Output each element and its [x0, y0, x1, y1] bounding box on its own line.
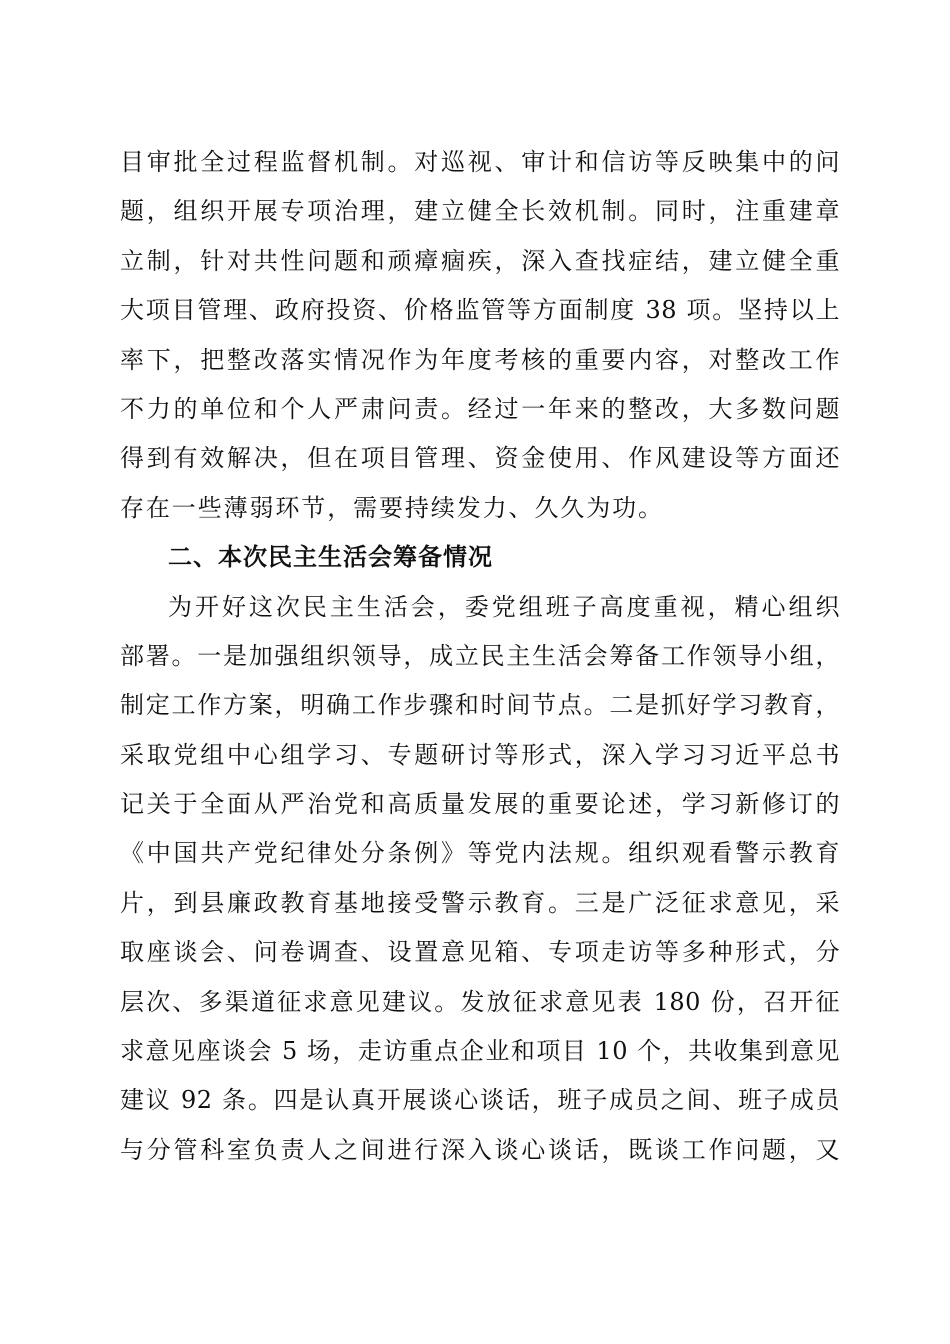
paragraph-line: 大项目管理、政府投资、价格监管等方面制度 38 项。坚持以上 — [120, 296, 840, 325]
paragraph-line: 题，组织开展专项治理，建立健全长效机制。同时，注重建章 — [120, 197, 840, 226]
paragraph-line: 目审批全过程监督机制。对巡视、审计和信访等反映集中的问 — [120, 148, 840, 176]
paragraph-line: 立制，针对共性问题和顽瘴痼疾，深入查找症结，建立健全重 — [120, 246, 840, 275]
paragraph-line: 存在一些薄弱环节，需要持续发力、久久为功。 — [120, 493, 664, 522]
paragraph-line: 建议 92 条。四是认真开展谈心谈话，班子成员之间、班子成员 — [120, 1086, 840, 1115]
paragraph-line: 制定工作方案，明确工作步骤和时间节点。二是抓好学习教育， — [120, 691, 840, 720]
document-body — [120, 138, 840, 1175]
paragraph-line: 层次、多渠道征求意见建议。发放征求意见表 180 份，召开征 — [120, 987, 840, 1016]
paragraph-line: 《中国共产党纪律处分条例》等党内法规。组织观看警示教育 — [120, 839, 840, 868]
paragraph-line: 采取党组中心组学习、专题研讨等形式，深入学习习近平总书 — [120, 740, 840, 769]
paragraph-line: 片，到县廉政教育基地接受警示教育。三是广泛征求意见，采 — [120, 888, 840, 917]
paragraph-line: 求意见座谈会 5 场，走访重点企业和项目 10 个，共收集到意见 — [120, 1037, 840, 1066]
paragraph-line: 不力的单位和个人严肃问责。经过一年来的整改，大多数问题 — [120, 394, 840, 423]
paragraph-line: 为开好这次民主生活会，委党组班子高度重视，精心组织 — [168, 592, 840, 621]
paragraph-line: 率下，把整改落实情况作为年度考核的重要内容，对整改工作 — [120, 345, 840, 374]
paragraph-line: 记关于全面从严治党和高质量发展的重要论述，学习新修订的 — [120, 790, 840, 819]
paragraph-line: 部署。一是加强组织领导，成立民主生活会筹备工作领导小组， — [120, 641, 840, 670]
paragraph-line: 得到有效解决，但在项目管理、资金使用、作风建设等方面还 — [120, 444, 840, 473]
paragraph-line: 取座谈会、问卷调查、设置意见箱、专项走访等多种形式，分 — [120, 938, 840, 967]
section-heading: 二、本次民主生活会筹备情况 — [168, 543, 493, 572]
paragraph-line: 与分管科室负责人之间进行深入谈心谈话，既谈工作问题，又 — [120, 1135, 840, 1164]
